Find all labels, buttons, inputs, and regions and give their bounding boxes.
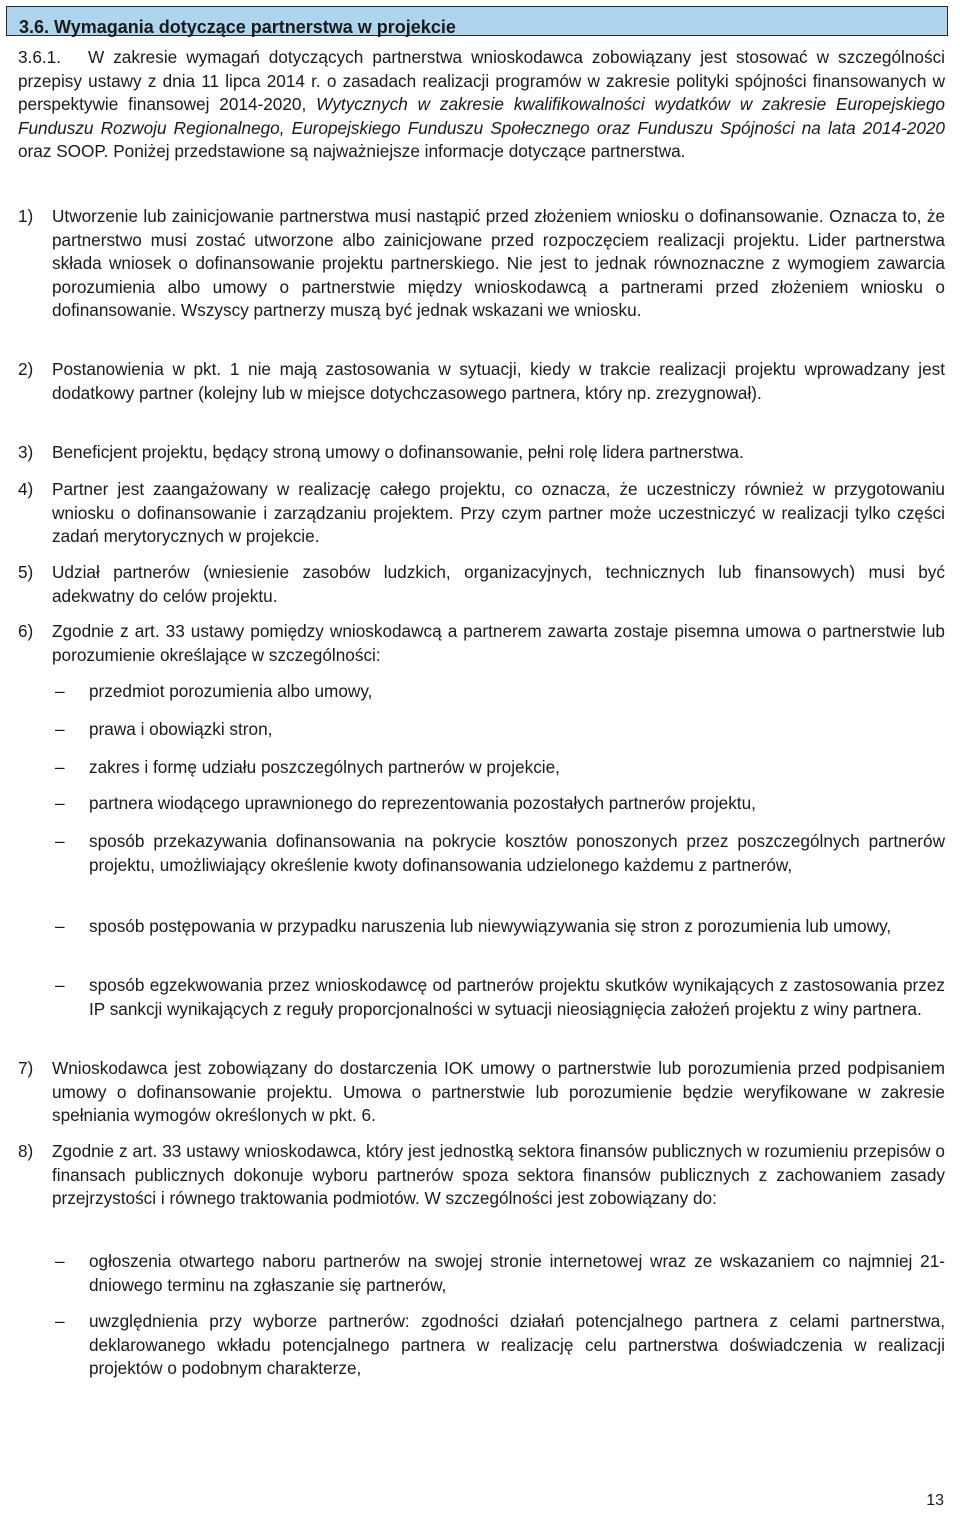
dash-item-6-2 [55, 718, 945, 742]
section-heading-box [6, 6, 948, 36]
dash-mark: – [55, 757, 65, 777]
list-item-number: 5) [18, 562, 34, 582]
dash-item-text: prawa i obowiązki stron, [89, 719, 273, 739]
dash-mark: – [55, 1251, 65, 1271]
dash-item-8-1 [55, 1250, 945, 1297]
list-item-number: 4) [18, 479, 34, 499]
dash-item-6-7 [55, 974, 945, 1021]
dash-mark: – [55, 681, 65, 701]
dash-mark: – [55, 916, 65, 936]
list-item-text: Utworzenie lub zainicjowanie partnerstwa musi nastąpić przed złożeniem wniosku o dofinansowanie. Oznacza to, że partnerstwo musi zostać utworzone albo zainicjowane przed rozpoczęciem realizacji projektu. Lider partnerstwa składa wniosek o dofinansowanie projektu partnerskiego. Nie jest to jednak równoznaczne z wymogiem zawarcia porozumienia albo umowy o partnerstwie między wnioskodawcą a partnerami przed złożeniem wniosku o dofinansowanie. Wszyscy partnerzy muszą być jednak wskazani we wniosku. [52, 206, 945, 320]
list-item-text: Partner jest zaangażowany w realizację całego projektu, co oznacza, że uczestniczy również w przygotowaniu wniosku o dofinansowanie i zarządzaniu projektem. Przy czym partner może uczestniczyć w realizacji tylko części zadań merytorycznych w projekcie. [52, 479, 945, 546]
dash-item-text: ogłoszenia otwartego naboru partnerów na swojej stronie internetowej wraz ze wskazaniem co najmniej 21-dniowego terminu na zgłaszanie się partnerów, [89, 1251, 945, 1295]
dash-mark: – [55, 793, 65, 813]
list-item-number: 1) [18, 206, 34, 226]
list-item-number: 6) [18, 621, 34, 641]
intro-number: 3.6.1. [18, 47, 62, 67]
list-item-7 [18, 1057, 945, 1128]
list-item-6 [18, 620, 945, 667]
dash-item-6-6 [55, 915, 945, 939]
list-item-text: Beneficjent projektu, będący stroną umowy o dofinansowanie, pełni rolę lidera partnerstwa. [52, 442, 744, 462]
dash-item-6-4 [55, 792, 945, 816]
dash-mark: – [55, 719, 65, 739]
dash-item-6-5 [55, 830, 945, 877]
list-item-text: Udział partnerów (wniesienie zasobów ludzkich, organizacyjnych, technicznych lub finansowych) musi być adekwatny do celów projektu. [52, 562, 945, 606]
list-item-number: 2) [18, 359, 34, 379]
list-item-5 [18, 561, 945, 608]
dash-item-text: uwzględnienia przy wyborze partnerów: zgodności działań potencjalnego partnera z celami partnerstwa, deklarowanego wkładu potencjalnego partnera w realizację celu partnerstwa doświadczenia w realizacji projektów o podobnym charakterze, [89, 1311, 945, 1378]
dash-mark: – [55, 975, 65, 995]
dash-item-text: partnera wiodącego uprawnionego do reprezentowania pozostałych partnerów projektu, [89, 793, 756, 813]
intro-text-italic: Wytycznych w zakresie kwalifikowalności wydatków w zakresie Europejskiego Funduszu Rozwoju Regionalnego, Europejskiego Funduszu Społecznego oraz Funduszu Spójności na lata 2014-2020 [18, 94, 945, 138]
list-item-text: Zgodnie z art. 33 ustawy wnioskodawca, który jest jednostką sektora finansów publicznych w rozumieniu przepisów o finansach publicznych dokonuje wyboru partnerów spoza sektora finansów publicznych z zachowaniem zasady przejrzystości i równego traktowania podmiotów. W szczególności jest zobowiązany do: [52, 1141, 945, 1208]
list-item-text: Zgodnie z art. 33 ustawy pomiędzy wnioskodawcą a partnerem zawarta zostaje pisemna umowa o partnerstwie lub porozumienie określające w szczególności: [52, 621, 945, 665]
list-item-text: Postanowienia w pkt. 1 nie mają zastosowania w sytuacji, kiedy w trakcie realizacji projektu wprowadzany jest dodatkowy partner (kolejny lub w miejsce dotychczasowego partnera, który np. zrezygnował). [52, 359, 945, 403]
dash-item-text: sposób egzekwowania przez wnioskodawcę od partnerów projektu skutków wynikających z zastosowania przez IP sankcji wynikających z reguły proporcjonalności w sytuacji nieosiągnięcia założeń projektu z winy partnera. [89, 975, 945, 1019]
intro-text-part1: W zakresie wymagań dotyczących partnerstwa wnioskodawca zobowiązany jest stosować w szczególności przepisy ustawy z dnia 11 lipca 2014 r. o zasadach realizacji programów w zakresie polityki spójności finansowanych w perspektywie finansowej 2014-2020, [18, 47, 945, 114]
page-number: 13 [926, 1492, 944, 1509]
list-item-text: Wnioskodawca jest zobowiązany do dostarczenia IOK umowy o partnerstwie lub porozumienia przed podpisaniem umowy o dofinansowanie projektu. Umowa o partnerstwie lub porozumienie będzie weryfikowane w zakresie spełniania wymogów określonych w pkt. 6. [52, 1058, 945, 1125]
intro-paragraph [18, 46, 945, 164]
list-item-2 [18, 358, 945, 405]
list-item-number: 3) [18, 442, 34, 462]
dash-mark: – [55, 1311, 65, 1331]
dash-item-text: sposób przekazywania dofinansowania na pokrycie kosztów ponoszonych przez poszczególnych partnerów projektu, umożliwiający określenie kwoty dofinansowania udzielonego każdemu z partnerów, [89, 831, 945, 875]
list-item-3 [18, 441, 945, 465]
dash-item-6-3 [55, 756, 945, 780]
dash-mark: – [55, 831, 65, 851]
list-item-8 [18, 1140, 945, 1211]
section-heading: 3.6. Wymagania dotyczące partnerstwa w projekcie [19, 17, 456, 37]
dash-item-8-2 [55, 1310, 945, 1381]
list-item-4 [18, 478, 945, 549]
list-item-number: 8) [18, 1141, 34, 1161]
intro-text-part2: oraz SOOP. Poniżej przedstawione są najważniejsze informacje dotyczące partnerstwa. [18, 141, 686, 161]
dash-item-text: sposób postępowania w przypadku naruszenia lub niewywiązywania się stron z porozumienia lub umowy, [89, 916, 892, 936]
list-item-1 [18, 205, 945, 323]
list-item-number: 7) [18, 1058, 34, 1078]
dash-item-text: przedmiot porozumienia albo umowy, [89, 681, 373, 701]
dash-item-text: zakres i formę udziału poszczególnych partnerów w projekcie, [89, 757, 560, 777]
dash-item-6-1 [55, 680, 945, 704]
